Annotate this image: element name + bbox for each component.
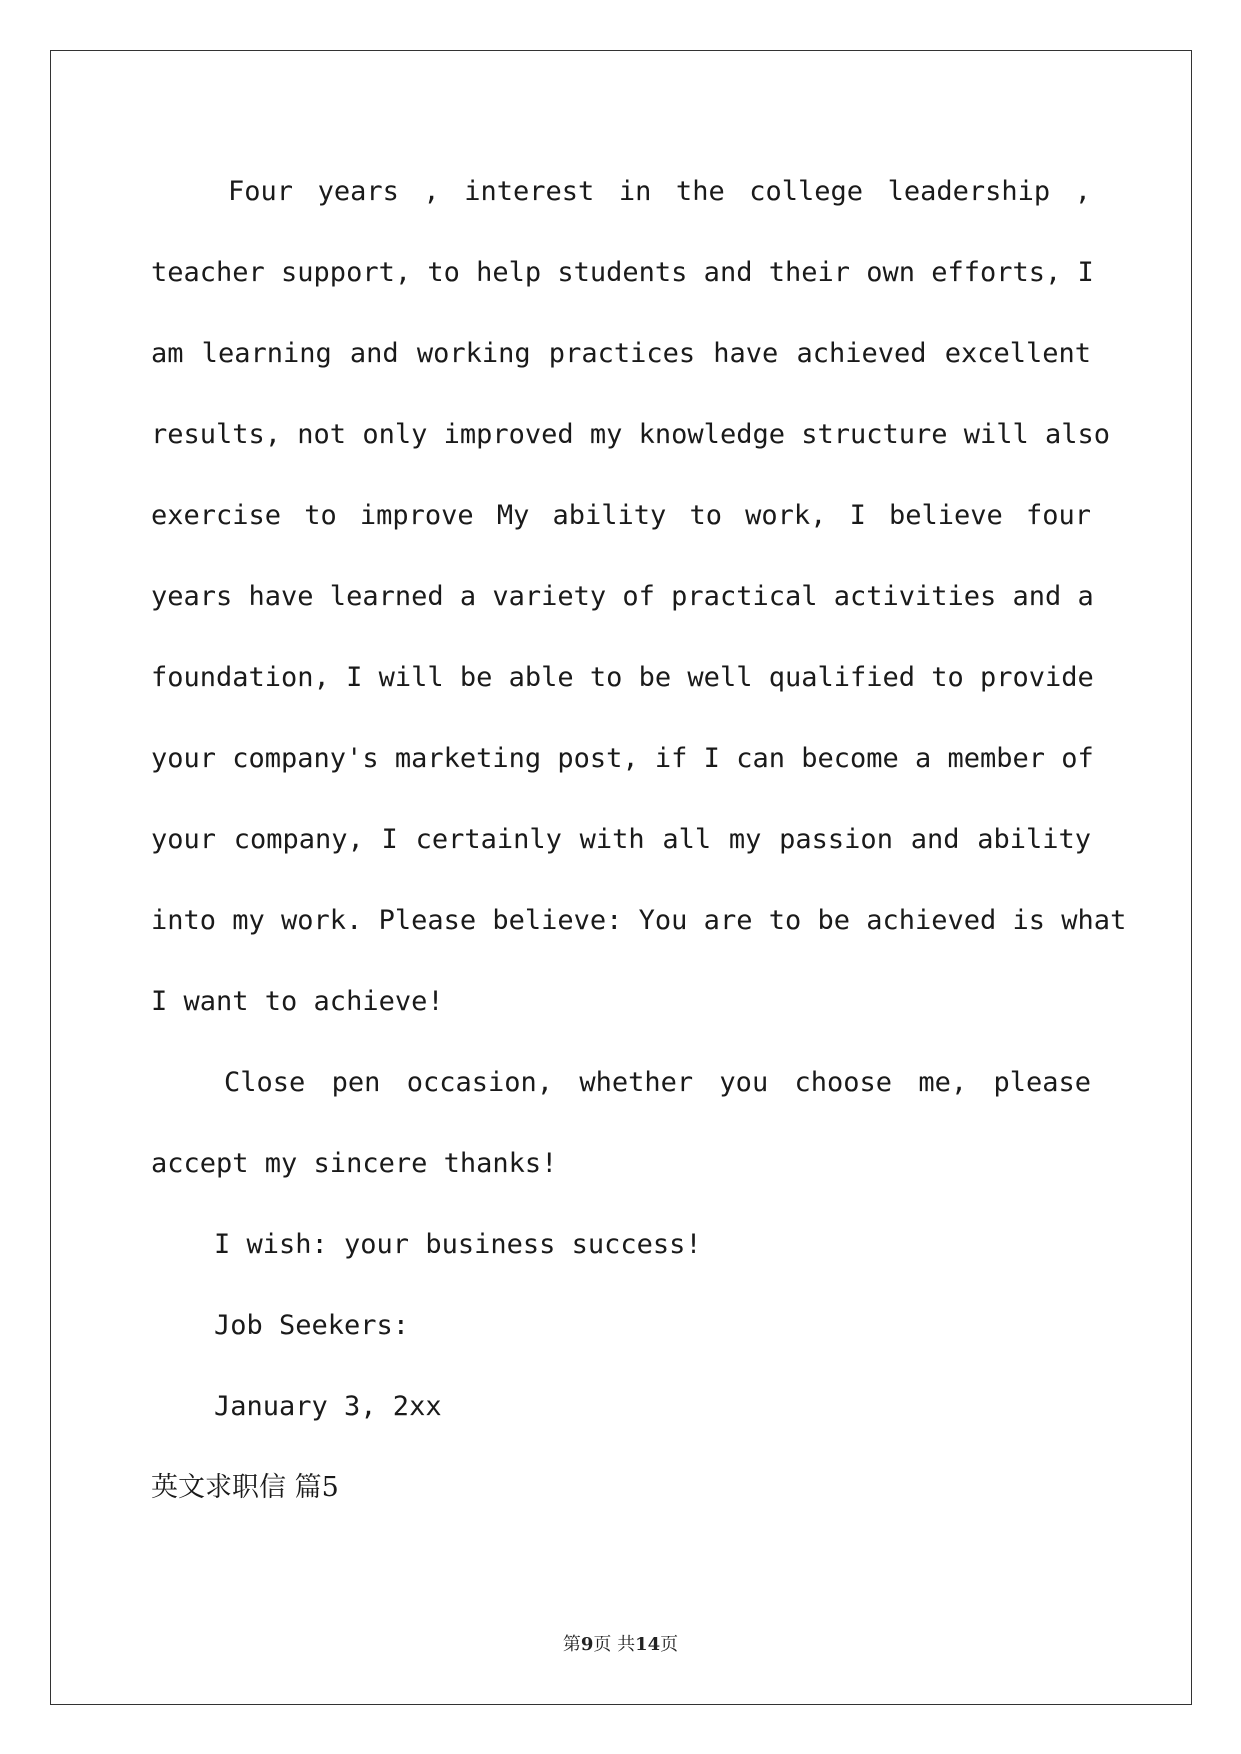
letter-date: January 3, 2xx (214, 1391, 442, 1422)
page-border (50, 50, 1192, 1705)
paragraph-1-line-5: exercise to improve My ability to work, I believe four (151, 500, 1091, 531)
current-page-number: 9 (580, 1634, 594, 1655)
footer-suffix: 页 (660, 1634, 679, 1655)
paragraph-1-line-8: your company's marketing post, if I can become a member of (151, 743, 1094, 774)
paragraph-1-line-9: your company, I certainly with all my passion and ability (151, 824, 1091, 855)
total-page-number: 14 (635, 1634, 661, 1655)
paragraph-1-line-7: foundation, I will be able to be well qualified to provide (151, 662, 1094, 693)
signature-label: Job Seekers: (214, 1310, 410, 1341)
section-heading: 英文求职信 篇5 (151, 1472, 339, 1503)
closing-wish: I wish: your business success! (214, 1229, 702, 1260)
paragraph-2-line-2: accept my sincere thanks! (151, 1148, 558, 1179)
paragraph-1-line-6: years have learned a variety of practical activities and a (151, 581, 1094, 612)
paragraph-2-line-1: Close pen occasion, whether you choose me, please (224, 1067, 1091, 1098)
footer-mid: 页 共 (593, 1634, 636, 1655)
paragraph-1-line-2: teacher support, to help students and their own efforts, I (151, 257, 1094, 288)
paragraph-1-line-11: I want to achieve! (151, 986, 444, 1017)
paragraph-1-line-4: results, not only improved my knowledge structure will also (151, 419, 1111, 450)
paragraph-1-line-1: Four years , interest in the college leadership , (228, 176, 1091, 207)
paragraph-1-line-3: am learning and working practices have achieved excellent (151, 338, 1091, 369)
paragraph-1-line-10: into my work. Please believe: You are to be achieved is what (151, 905, 1127, 936)
page-number-footer (0, 1630, 1241, 1656)
footer-prefix: 第 (562, 1634, 581, 1655)
